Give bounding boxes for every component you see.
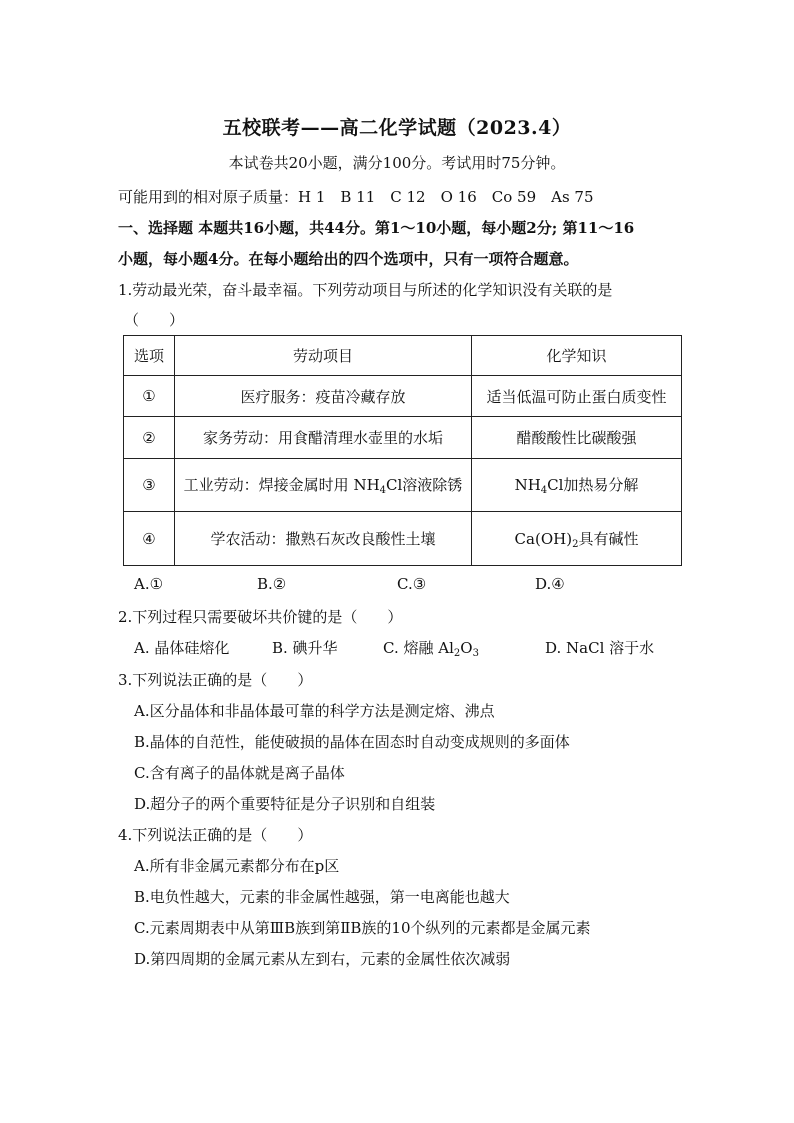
- q1-header-labor: 劳动项目: [175, 336, 472, 376]
- exam-title: 五校联考——高二化学试题（2023.4）: [222, 117, 572, 139]
- q3-option-a: A.区分晶体和非晶体最可靠的科学方法是测定熔、沸点: [134, 702, 495, 720]
- q1-header-option: 选项: [124, 336, 175, 376]
- q1-row-labor: 工业劳动：焊接金属时用 $NH_4Cl$溶液除锈: [175, 459, 472, 512]
- q2-option-b: B. 碘升华: [272, 639, 338, 657]
- q4-option-a: A.所有非金属元素都分布在p区: [134, 857, 340, 875]
- table-row: [124, 376, 682, 417]
- q1-row-knowledge: 醋酸酸性比碳酸强: [472, 417, 682, 459]
- q1-option-b: B.②: [257, 575, 287, 593]
- q4-option-d: D.第四周期的金属元素从左到右，元素的金属性依次减弱: [134, 950, 511, 968]
- q1-row-knowledge: 适当低温可防止蛋白质变性: [472, 376, 682, 417]
- q2-option-d: D. NaCl 溶于水: [545, 639, 655, 657]
- section1-heading-line2: 小题，每小题4分。在每小题给出的四个选项中，只有一项符合题意。: [118, 250, 579, 268]
- q1-option-d: D.④: [535, 575, 565, 593]
- q1-answer-paren: （ ）: [124, 311, 185, 329]
- q1-row-labor: 学农活动：撒熟石灰改良酸性土壤: [175, 512, 472, 566]
- q2-option-a: A. 晶体硅熔化: [134, 639, 230, 657]
- exam-subtitle: 本试卷共20小题，满分100分。考试用时75分钟。: [228, 154, 566, 172]
- q1-row-labor: 医疗服务：疫苗冷藏存放: [175, 376, 472, 417]
- q3-option-c: C.含有离子的晶体就是离子晶体: [134, 764, 345, 782]
- q1-header-knowledge: 化学知识: [472, 336, 682, 376]
- table-row: [124, 512, 682, 566]
- q1-table-header-row: [124, 336, 682, 376]
- q1-row-num: ②: [124, 417, 175, 459]
- q1-row-num: ①: [124, 376, 175, 417]
- q1-row-knowledge: $NH_4Cl$加热易分解: [472, 459, 682, 512]
- table-row: [124, 459, 682, 512]
- q1-option-a: A.①: [134, 575, 164, 593]
- q2-stem: 2.下列过程只需要破坏共价键的是（ ）: [118, 608, 403, 626]
- atomic-masses: 可能用到的相对原子质量：H 1 B 11 C 12 O 16 Co 59 As 75: [118, 188, 594, 206]
- q1-row-num: ④: [124, 512, 175, 566]
- table-row: [124, 417, 682, 459]
- q4-option-b: B.电负性越大，元素的非金属性越强，第一电离能也越大: [134, 888, 510, 906]
- section1-heading-line1: 一、选择题 本题共16小题，共44分。第1～10小题，每小题2分; 第11～16: [118, 219, 635, 237]
- q3-option-d: D.超分子的两个重要特征是分子识别和自组装: [134, 795, 436, 813]
- q3-stem: 3.下列说法正确的是（ ）: [118, 671, 313, 689]
- q4-option-c: C.元素周期表中从第ⅢB族到第ⅡB族的10个纵列的元素都是金属元素: [134, 919, 591, 937]
- q1-row-knowledge: $Ca(OH)_2$具有碱性: [472, 512, 682, 566]
- q1-row-labor: 家务劳动：用食醋清理水壶里的水垢: [175, 417, 472, 459]
- q1-row-num: ③: [124, 459, 175, 512]
- q4-stem: 4.下列说法正确的是（ ）: [118, 826, 313, 844]
- q2-option-c: C. 熔融 $Al_2O_3$: [383, 639, 479, 659]
- q3-option-b: B.晶体的自范性，能使破损的晶体在固态时自动变成规则的多面体: [134, 733, 570, 751]
- q1-table: [123, 335, 682, 566]
- q1-stem: 1.劳动最光荣，奋斗最幸福。下列劳动项目与所述的化学知识没有关联的是: [118, 281, 613, 299]
- q1-option-c: C.③: [397, 575, 427, 593]
